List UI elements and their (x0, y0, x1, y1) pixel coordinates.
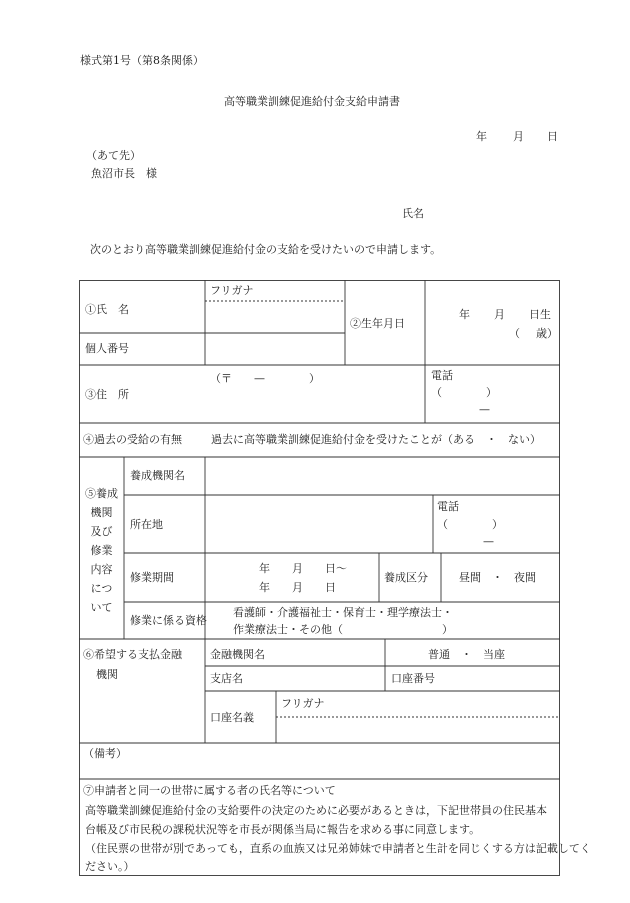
account-type-options: 普通 ・ 当座 (428, 648, 505, 661)
personal-number-label: 個人番号 (85, 342, 129, 355)
household-consent-1: 高等職業訓練促進給付金の支給要件の決定のために必要があるときは，下記世帯員の住民基本 (85, 804, 547, 817)
qualification-options-1: 看護師・介護福祉士・保育士・理学療法士・ (233, 606, 453, 619)
course-type-label: 養成区分 (384, 571, 428, 584)
household-consent-2: 台帳及び市民税の課税状況等を市長が関係当局に報告を求める事に同意します。 (85, 823, 481, 836)
age-open: （ (509, 327, 520, 340)
bank-section-label-2: 機関 (96, 668, 118, 681)
holder-furigana-label: フリガナ (281, 697, 325, 710)
remarks-label: （備考） (83, 747, 127, 760)
household-note-2: ださい。） (85, 860, 135, 873)
phone-paren: （ ） (431, 386, 497, 399)
qualification-options-2: 作業療法士・その他（ ） (233, 623, 453, 636)
phone-dash: — (479, 403, 490, 416)
application-form (79, 280, 591, 876)
postal-code: （〒 — ） (210, 372, 320, 385)
birth-month: 月 (494, 308, 505, 321)
addressee-label: （あて先） (86, 149, 141, 162)
study-period-label: 修業期間 (130, 571, 174, 584)
bank-section-label-1: ⑥希望する支払金融 (83, 648, 182, 661)
birthdate-label: ②生年月日 (350, 317, 405, 330)
name-furigana-label: フリガナ (210, 284, 254, 297)
account-holder-label: 口座名義 (210, 711, 254, 724)
date-day: 日 (547, 130, 558, 143)
course-type-options: 昼間 ・ 夜間 (459, 571, 536, 584)
past-receipt-label: ④過去の受給の有無 (83, 433, 182, 446)
date-year: 年 (476, 130, 487, 143)
form-title: 高等職業訓練促進給付金支給申請書 (224, 95, 400, 108)
birth-year: 年 (459, 308, 470, 321)
form-number: 様式第1号（第8条関係） (80, 54, 204, 67)
bank-name-label: 金融機関名 (210, 648, 265, 661)
date-month: 月 (513, 130, 524, 143)
qualification-label: 修業に係る資格 (130, 614, 207, 627)
school-name-label: 養成機関名 (130, 469, 185, 482)
school-phone-paren: （ ） (437, 518, 503, 531)
household-note-1: （住民票の世帯が別であっても，直系の血族又は兄弟姉妹で申請者と生計を同じくする方は記載してく (85, 842, 591, 855)
account-number-label: 口座番号 (391, 672, 435, 685)
school-phone-dash: — (483, 535, 494, 548)
birth-day: 日生 (529, 308, 551, 321)
household-title: ⑦申請者と同一の世帯に属する者の氏名等について (83, 784, 336, 797)
intro-text: 次のとおり高等職業訓練促進給付金の支給を受けたいので申請します。 (90, 243, 442, 256)
addressee: 魚沼市長 様 (91, 167, 157, 180)
address-label: ③住 所 (85, 388, 129, 401)
school-location-label: 所在地 (130, 518, 163, 531)
past-receipt-text: 過去に高等職業訓練促進給付金を受けたことが（ある ・ ない） (211, 433, 541, 446)
age-close: 歳） (536, 327, 558, 340)
branch-label: 支店名 (210, 672, 243, 685)
school-phone-label: 電話 (437, 500, 459, 513)
study-period-start: 年 月 日～ (259, 562, 347, 575)
name-label: ①氏 名 (85, 303, 129, 316)
phone-label: 電話 (431, 369, 453, 382)
applicant-name-label: 氏名 (402, 207, 424, 220)
study-period-end: 年 月 日 (259, 581, 336, 594)
training-section-label: ⑤養成 機関 及び 修業 内容 につ いて (85, 487, 118, 614)
